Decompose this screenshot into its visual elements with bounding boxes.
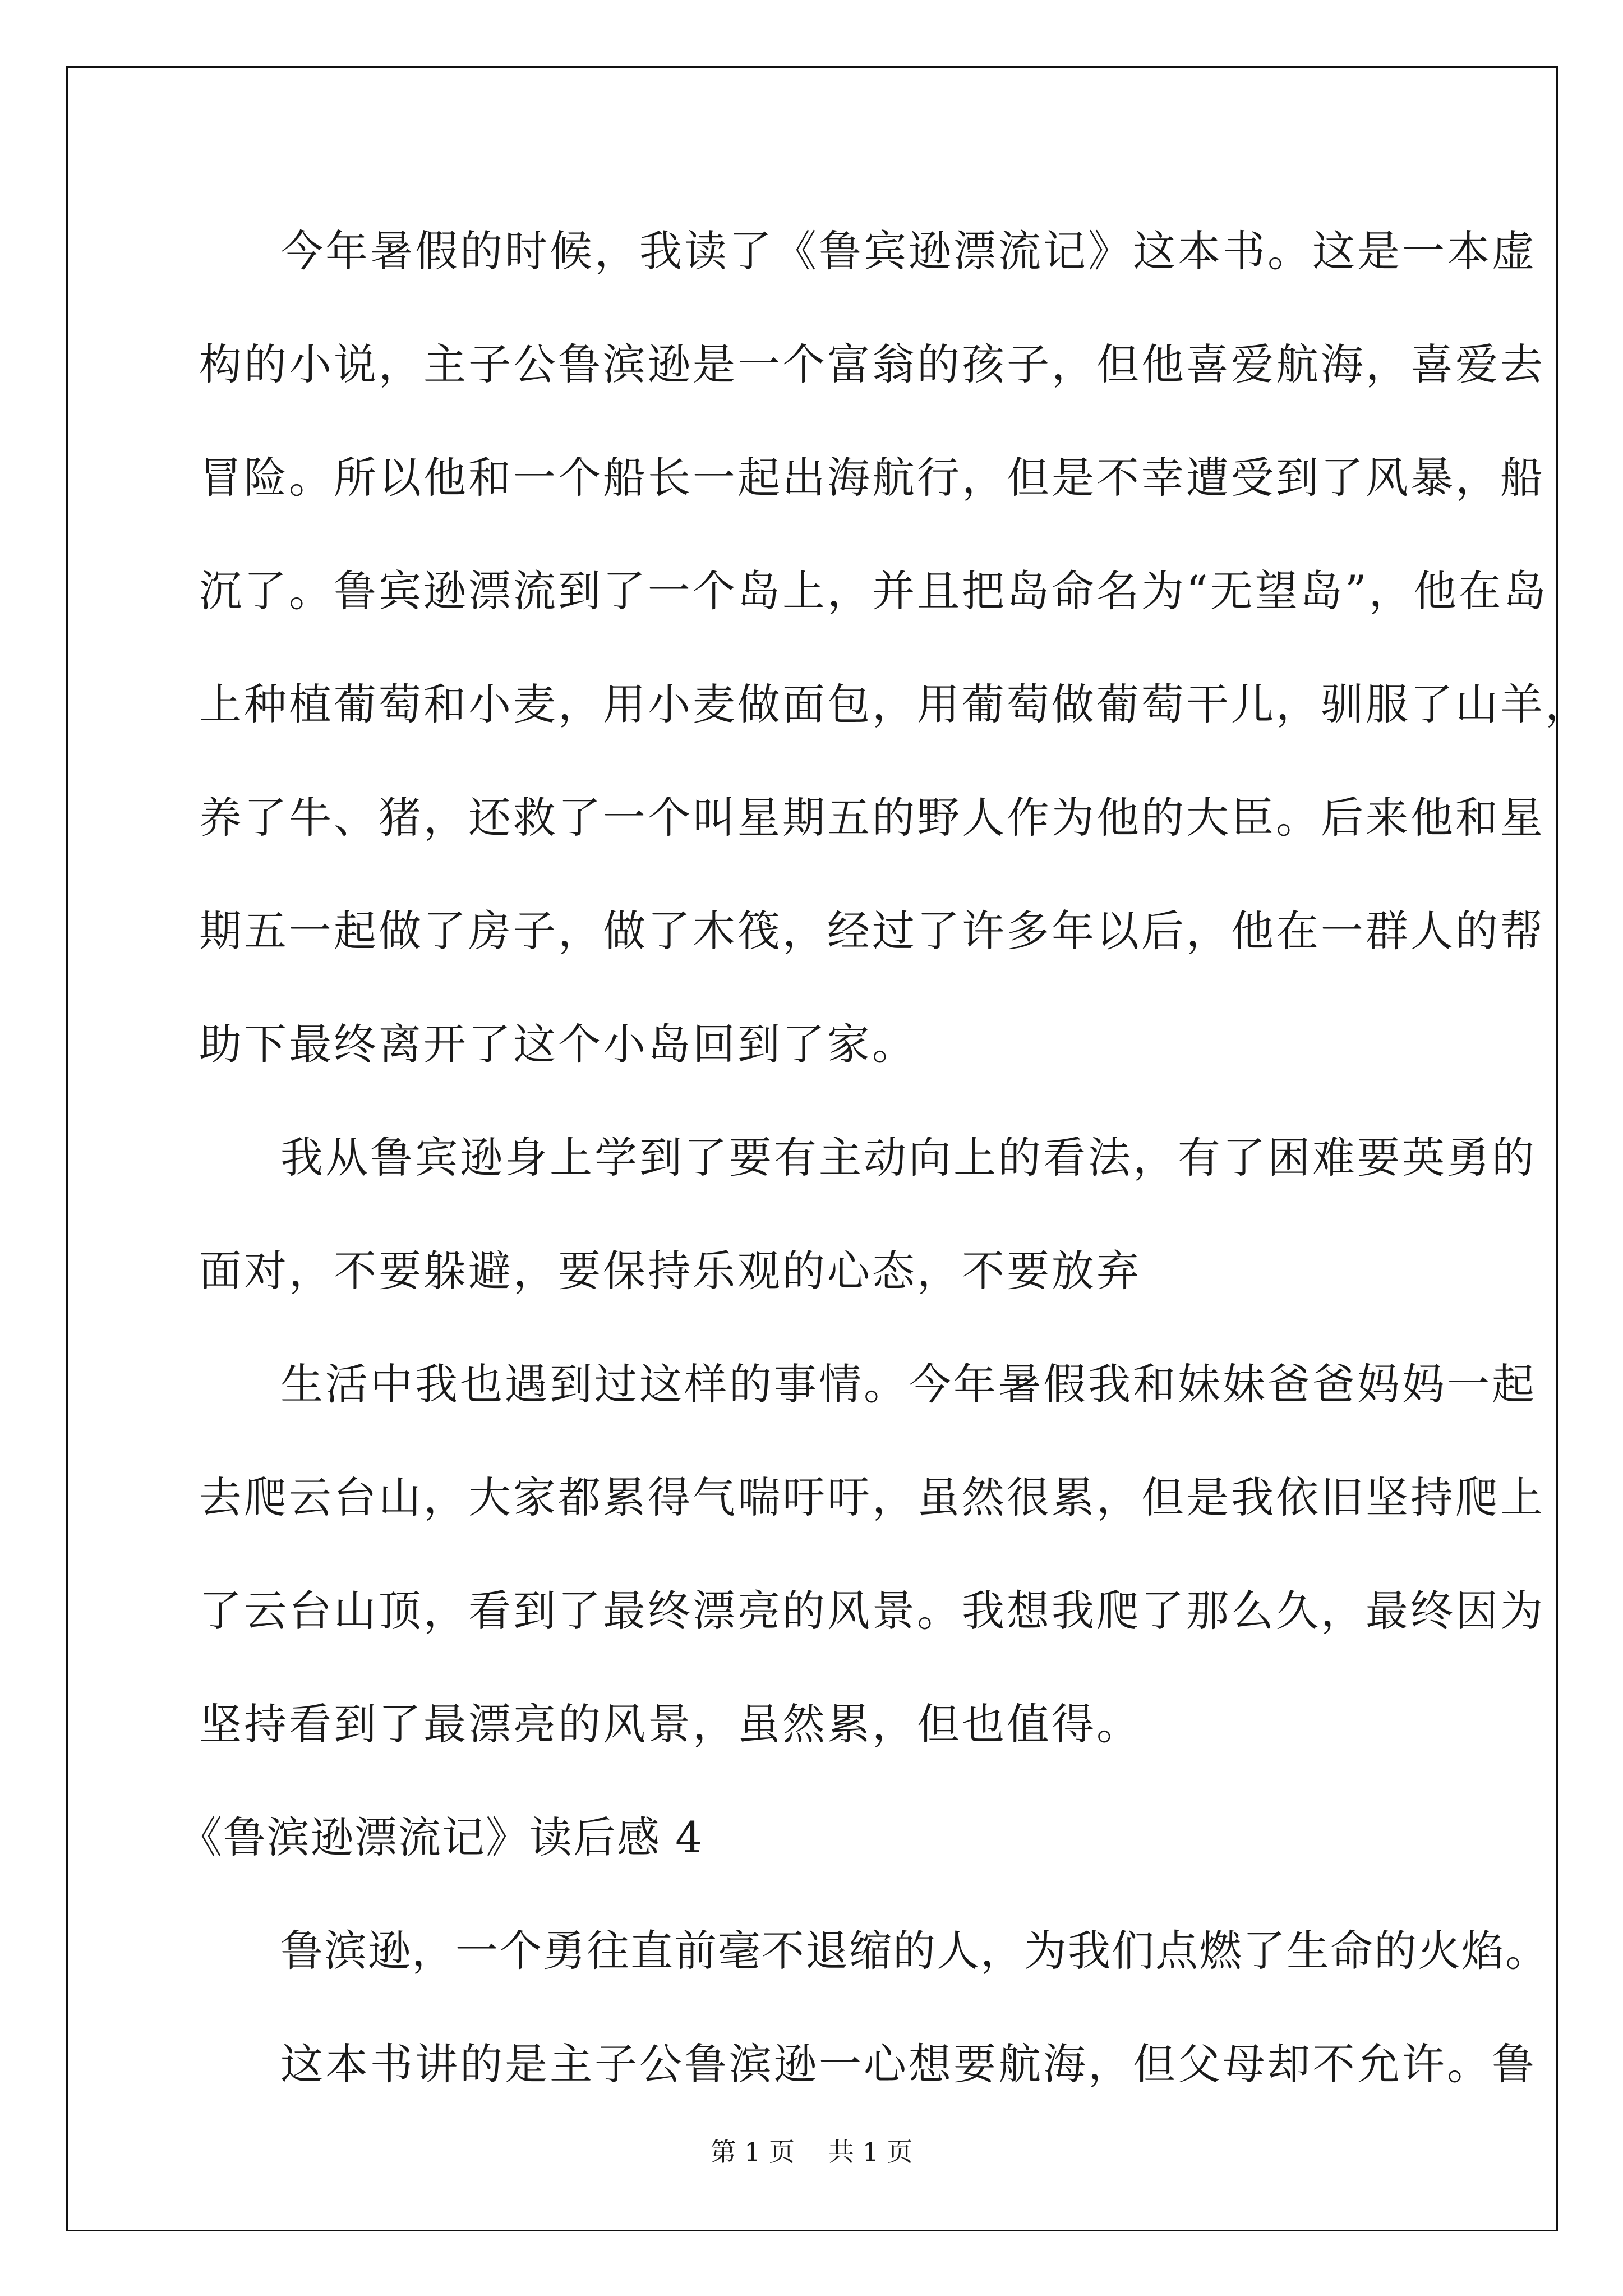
paragraph-1-line-2: 构的小说，主子公鲁滨逊是一个富翁的孩子，但他喜爱航海，喜爱去	[199, 339, 1545, 389]
paragraph-2-line-1: 我从鲁宾逊身上学到了要有主动向上的看法，有了困难要英勇的	[280, 1133, 1537, 1182]
paragraph-1-line-1: 今年暑假的时候，我读了《鲁宾逊漂流记》这本书。这是一本虚	[280, 226, 1537, 276]
paragraph-3-line-2: 去爬云台山，大家都累得气喘吁吁，虽然很累，但是我依旧坚持爬上	[199, 1473, 1545, 1522]
section-heading: 《鲁滨逊漂流记》读后感 4	[179, 1812, 704, 1862]
paragraph-4-line-1: 鲁滨逊，一个勇往直前毫不退缩的人，为我们点燃了生命的火焰。	[280, 1926, 1549, 1976]
page-number: 第 1 页	[710, 2137, 795, 2167]
page-footer	[0, 2139, 1623, 2165]
paragraph-3-line-4: 坚持看到了最漂亮的风景，虽然累，但也值得。	[199, 1699, 1141, 1749]
paragraph-3-line-1: 生活中我也遇到过这样的事情。今年暑假我和妹妹爸爸妈妈一起	[280, 1359, 1537, 1409]
paragraph-1-line-7: 期五一起做了房子，做了木筏，经过了许多年以后，他在一群人的帮	[199, 906, 1545, 956]
paragraph-2-line-2: 面对，不要躲避，要保持乐观的心态，不要放弃	[199, 1246, 1141, 1296]
paragraph-1-line-8: 助下最终离开了这个小岛回到了家。	[199, 1019, 917, 1069]
paragraph-1-line-5: 上种植葡萄和小麦，用小麦做面包，用葡萄做葡萄干儿，驯服了山羊，	[199, 679, 1590, 729]
total-pages: 共 1 页	[828, 2137, 913, 2167]
paragraph-1-line-6: 养了牛、猪，还救了一个叫星期五的野人作为他的大臣。后来他和星	[199, 793, 1545, 843]
paragraph-1-line-4: 沉了。鲁宾逊漂流到了一个岛上，并且把岛命名为“无望岛”，他在岛	[199, 566, 1548, 616]
paragraph-5-line-1: 这本书讲的是主子公鲁滨逊一心想要航海，但父母却不允许。鲁	[280, 2039, 1537, 2089]
paragraph-3-line-3: 了云台山顶，看到了最终漂亮的风景。我想我爬了那么久，最终因为	[199, 1586, 1545, 1636]
paragraph-1-line-3: 冒险。所以他和一个船长一起出海航行，但是不幸遭受到了风暴，船	[199, 453, 1545, 503]
